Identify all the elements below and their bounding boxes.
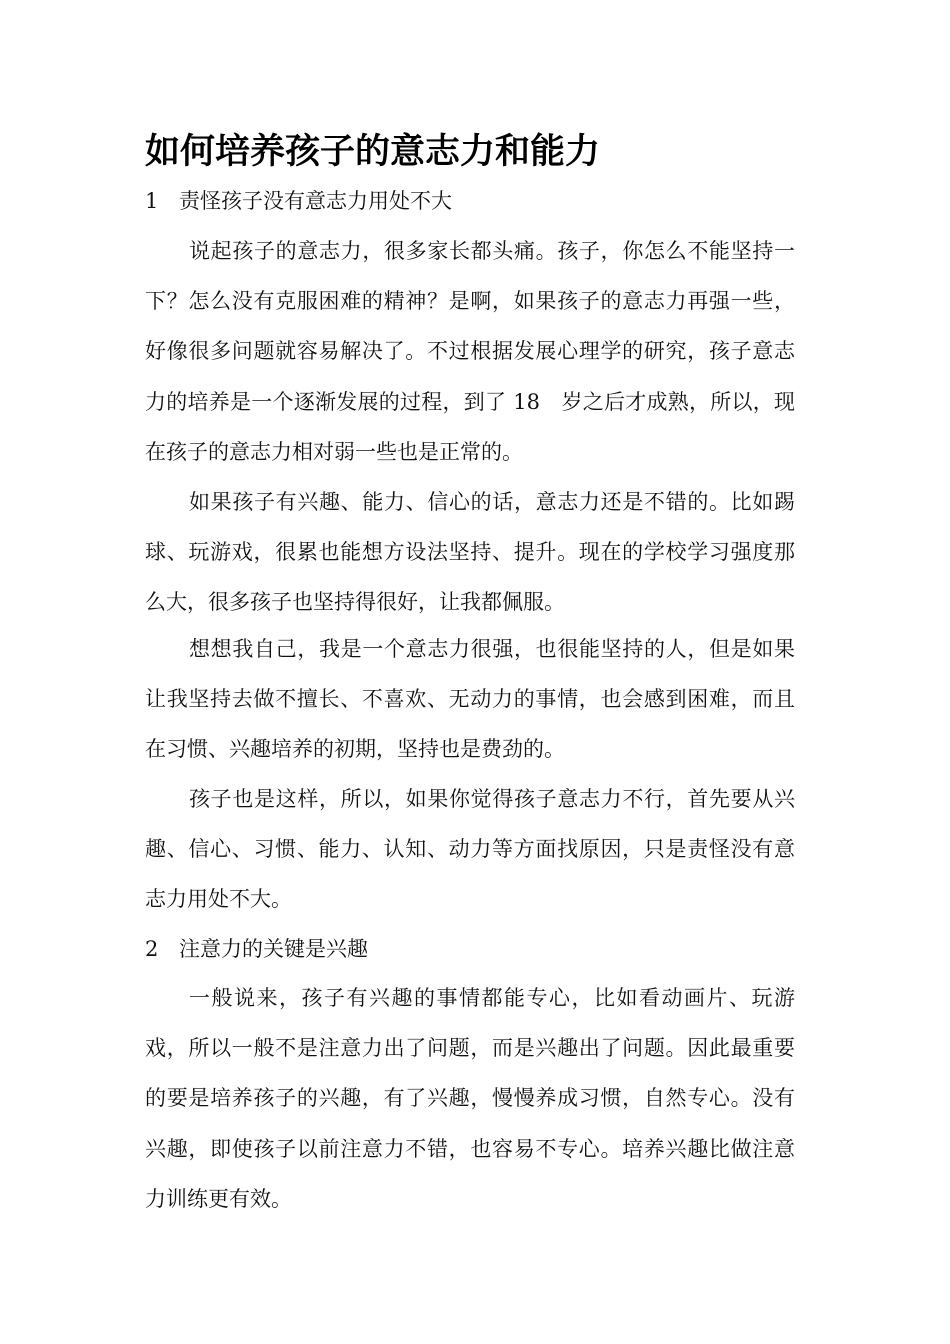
section-1-heading-text: 责怪孩子没有意志力用处不大 [179, 189, 452, 213]
section-1-paragraph-4: 孩子也是这样，所以，如果你觉得孩子意志力不行，首先要从兴趣、信心、习惯、能力、认知、动力等方面找原因，只是责怪没有意志力用处不大。 [145, 787, 795, 912]
section-1-heading [145, 186, 795, 216]
section-2-heading [145, 934, 795, 964]
section-1-paragraph-2: 如果孩子有兴趣、能力、信心的话，意志力还是不错的。比如踢球、玩游戏，很累也能想方设法坚持、提升。现在的学校学习强度那么大，很多孩子也坚持得很好，让我都佩服。 [145, 490, 795, 615]
section-1-paragraph-1: 说起孩子的意志力，很多家长都头痛。孩子，你怎么不能坚持一下？怎么没有克服困难的精神？是啊，如果孩子的意志力再强一些，好像很多问题就容易解决了。不过根据发展心理学的研究，孩子意志力的培养是一个逐渐发展的过程，到了 18 岁之后才成熟，所以，现在孩子的意志力相对弱一些也是正常的。 [145, 239, 795, 464]
section-1-paragraph-3: 想想我自己，我是一个意志力很强，也很能坚持的人，但是如果让我坚持去做不擅长、不喜欢、无动力的事情，也会感到困难，而且在习惯、兴趣培养的初期，坚持也是费劲的。 [145, 637, 795, 762]
section-1-number: 1 [145, 189, 159, 213]
section-2-heading-text: 注意力的关键是兴趣 [179, 937, 368, 961]
section-2-paragraph-1: 一般说来，孩子有兴趣的事情都能专心，比如看动画片、玩游戏，所以一般不是注意力出了问题，而是兴趣出了问题。因此最重要的要是培养孩子的兴趣，有了兴趣，慢慢养成习惯，自然专心。没有兴趣，即使孩子以前注意力不错，也容易不专心。培养兴趣比做注意力训练更有效。 [145, 986, 795, 1211]
section-2-number: 2 [145, 937, 159, 961]
document-title: 如何培养孩子的意志力和能力 [145, 131, 601, 172]
